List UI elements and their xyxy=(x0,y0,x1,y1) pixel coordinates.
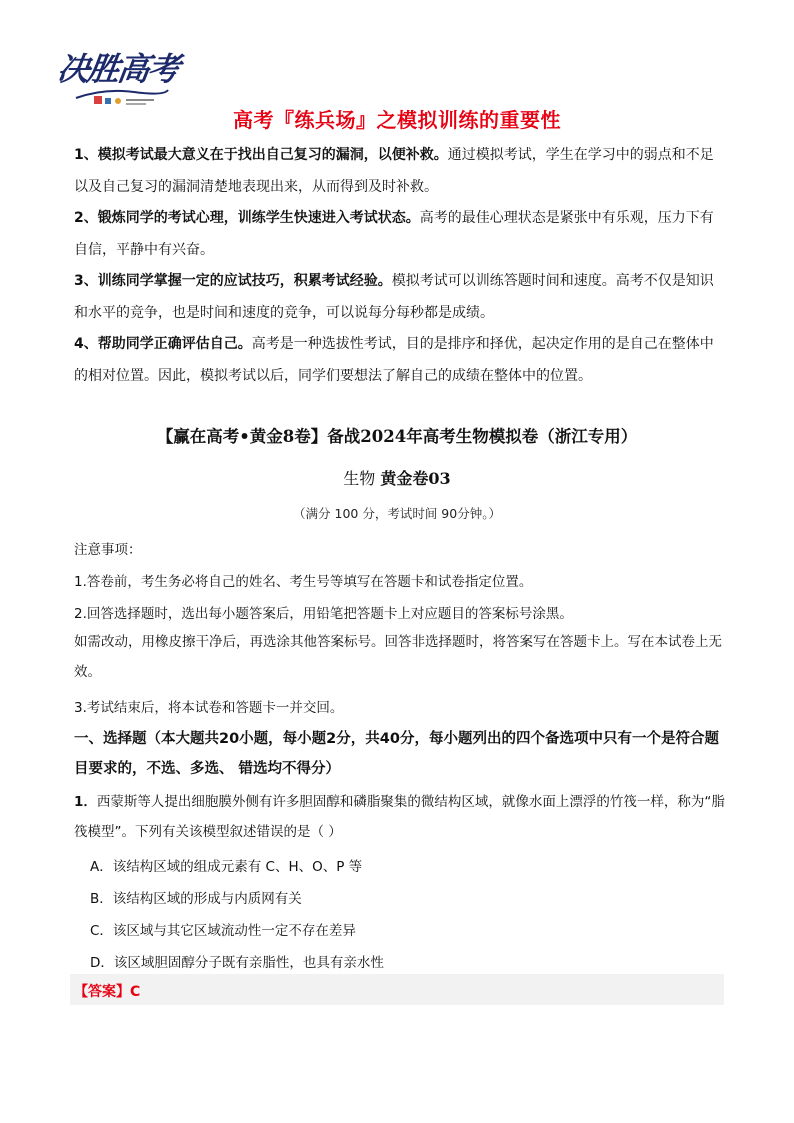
exam-meta: （满分 100 分，考试时间 90分钟。） xyxy=(293,506,501,521)
point-2-bold: 2、锻炼同学的考试心理，训练学生快速进入考试状态。 xyxy=(74,210,420,226)
logo-text: 决胜高考 xyxy=(55,50,181,88)
exam-subtitle xyxy=(0,466,794,489)
option-c: C．该区域与其它区域流动性一定不存在差异 xyxy=(90,923,356,939)
point-3-bold: 3、训练同学掌握一定的应试技巧，积累考试经验。 xyxy=(74,273,392,289)
question-number: 1． xyxy=(74,794,97,810)
notice-item-1: 1.答卷前，考生务必将自己的姓名、考生号等填写在答题卡和试卷指定位置。 xyxy=(74,574,533,590)
point-1-bold: 1、模拟考试最大意义在于找出自己复习的漏洞，以便补救。 xyxy=(74,147,448,163)
notice-item-2: 2.回答选择题时，选出每小题答案后，用铅笔把答题卡上对应题目的答案标号涂黑。 xyxy=(74,606,573,622)
point-3-text: 模拟考试可以训练答题时间和速度。高考不仅是知识和水平的竞争，也是时间和速度的竞争，可以说每分每秒都是成绩。 xyxy=(74,273,714,321)
section-heading: 一、选择题（本大题共20小题，每小题2分，共40分，每小题列出的四个备选项中只有一个是符合题目要求的，不选、多选、 错选均不得分） xyxy=(74,731,719,777)
exam-paper-name: 黄金卷03 xyxy=(380,469,451,488)
answer-text: 【答案】C xyxy=(74,984,141,1000)
point-3 xyxy=(74,266,726,329)
notice-heading: 注意事项： xyxy=(74,542,142,558)
hero-title: 高考『练兵场』之模拟训练的重要性 xyxy=(233,108,561,132)
point-4 xyxy=(74,329,726,392)
brand-logo xyxy=(55,44,181,110)
answer-bar xyxy=(70,974,724,1005)
point-2 xyxy=(74,203,726,266)
option-d: D．该区域胆固醇分子既有亲脂性，也具有亲水性 xyxy=(90,955,384,971)
exam-subject: 生物 xyxy=(343,469,376,488)
point-1-text: 通过模拟考试，学生在学习中的弱点和不足以及自己复习的漏洞清楚地表现出来，从而得到及时补救。 xyxy=(74,147,714,195)
question-stem: 西蒙斯等人提出细胞膜外侧有许多胆固醇和磷脂聚集的微结构区域，就像水面上漂浮的竹筏一样，称为“脂筏模型”。下列有关该模型叙述错误的是（ ） xyxy=(74,794,725,840)
point-1 xyxy=(74,140,726,203)
option-b: B．该结构区域的形成与内质网有关 xyxy=(90,891,302,907)
exam-title: 【赢在高考•黄金8卷】备战2024年高考生物模拟卷（浙江专用） xyxy=(156,427,638,446)
notice-item-3: 3.考试结束后，将本试卷和答题卡一并交回。 xyxy=(74,700,344,716)
calligraphy-logo-icon xyxy=(74,84,170,106)
question-1 xyxy=(74,787,726,847)
point-2-text: 高考的最佳心理状态是紧张中有乐观，压力下有自信，平静中有兴奋。 xyxy=(74,210,714,258)
notice-item-2b: 如需改动，用橡皮擦干净后，再选涂其他答案标号。回答非选择题时，将答案写在答题卡上。写在本试卷上无效。 xyxy=(74,634,722,680)
option-a: A．该结构区域的组成元素有 C、H、O、P 等 xyxy=(90,859,363,875)
point-4-bold: 4、帮助同学正确评估自己。 xyxy=(74,336,252,352)
point-4-text: 高考是一种选拔性考试，目的是排序和择优，起决定作用的是自己在整体中的相对位置。因此，模拟考试以后，同学们要想法了解自己的成绩在整体中的位置。 xyxy=(74,336,714,384)
